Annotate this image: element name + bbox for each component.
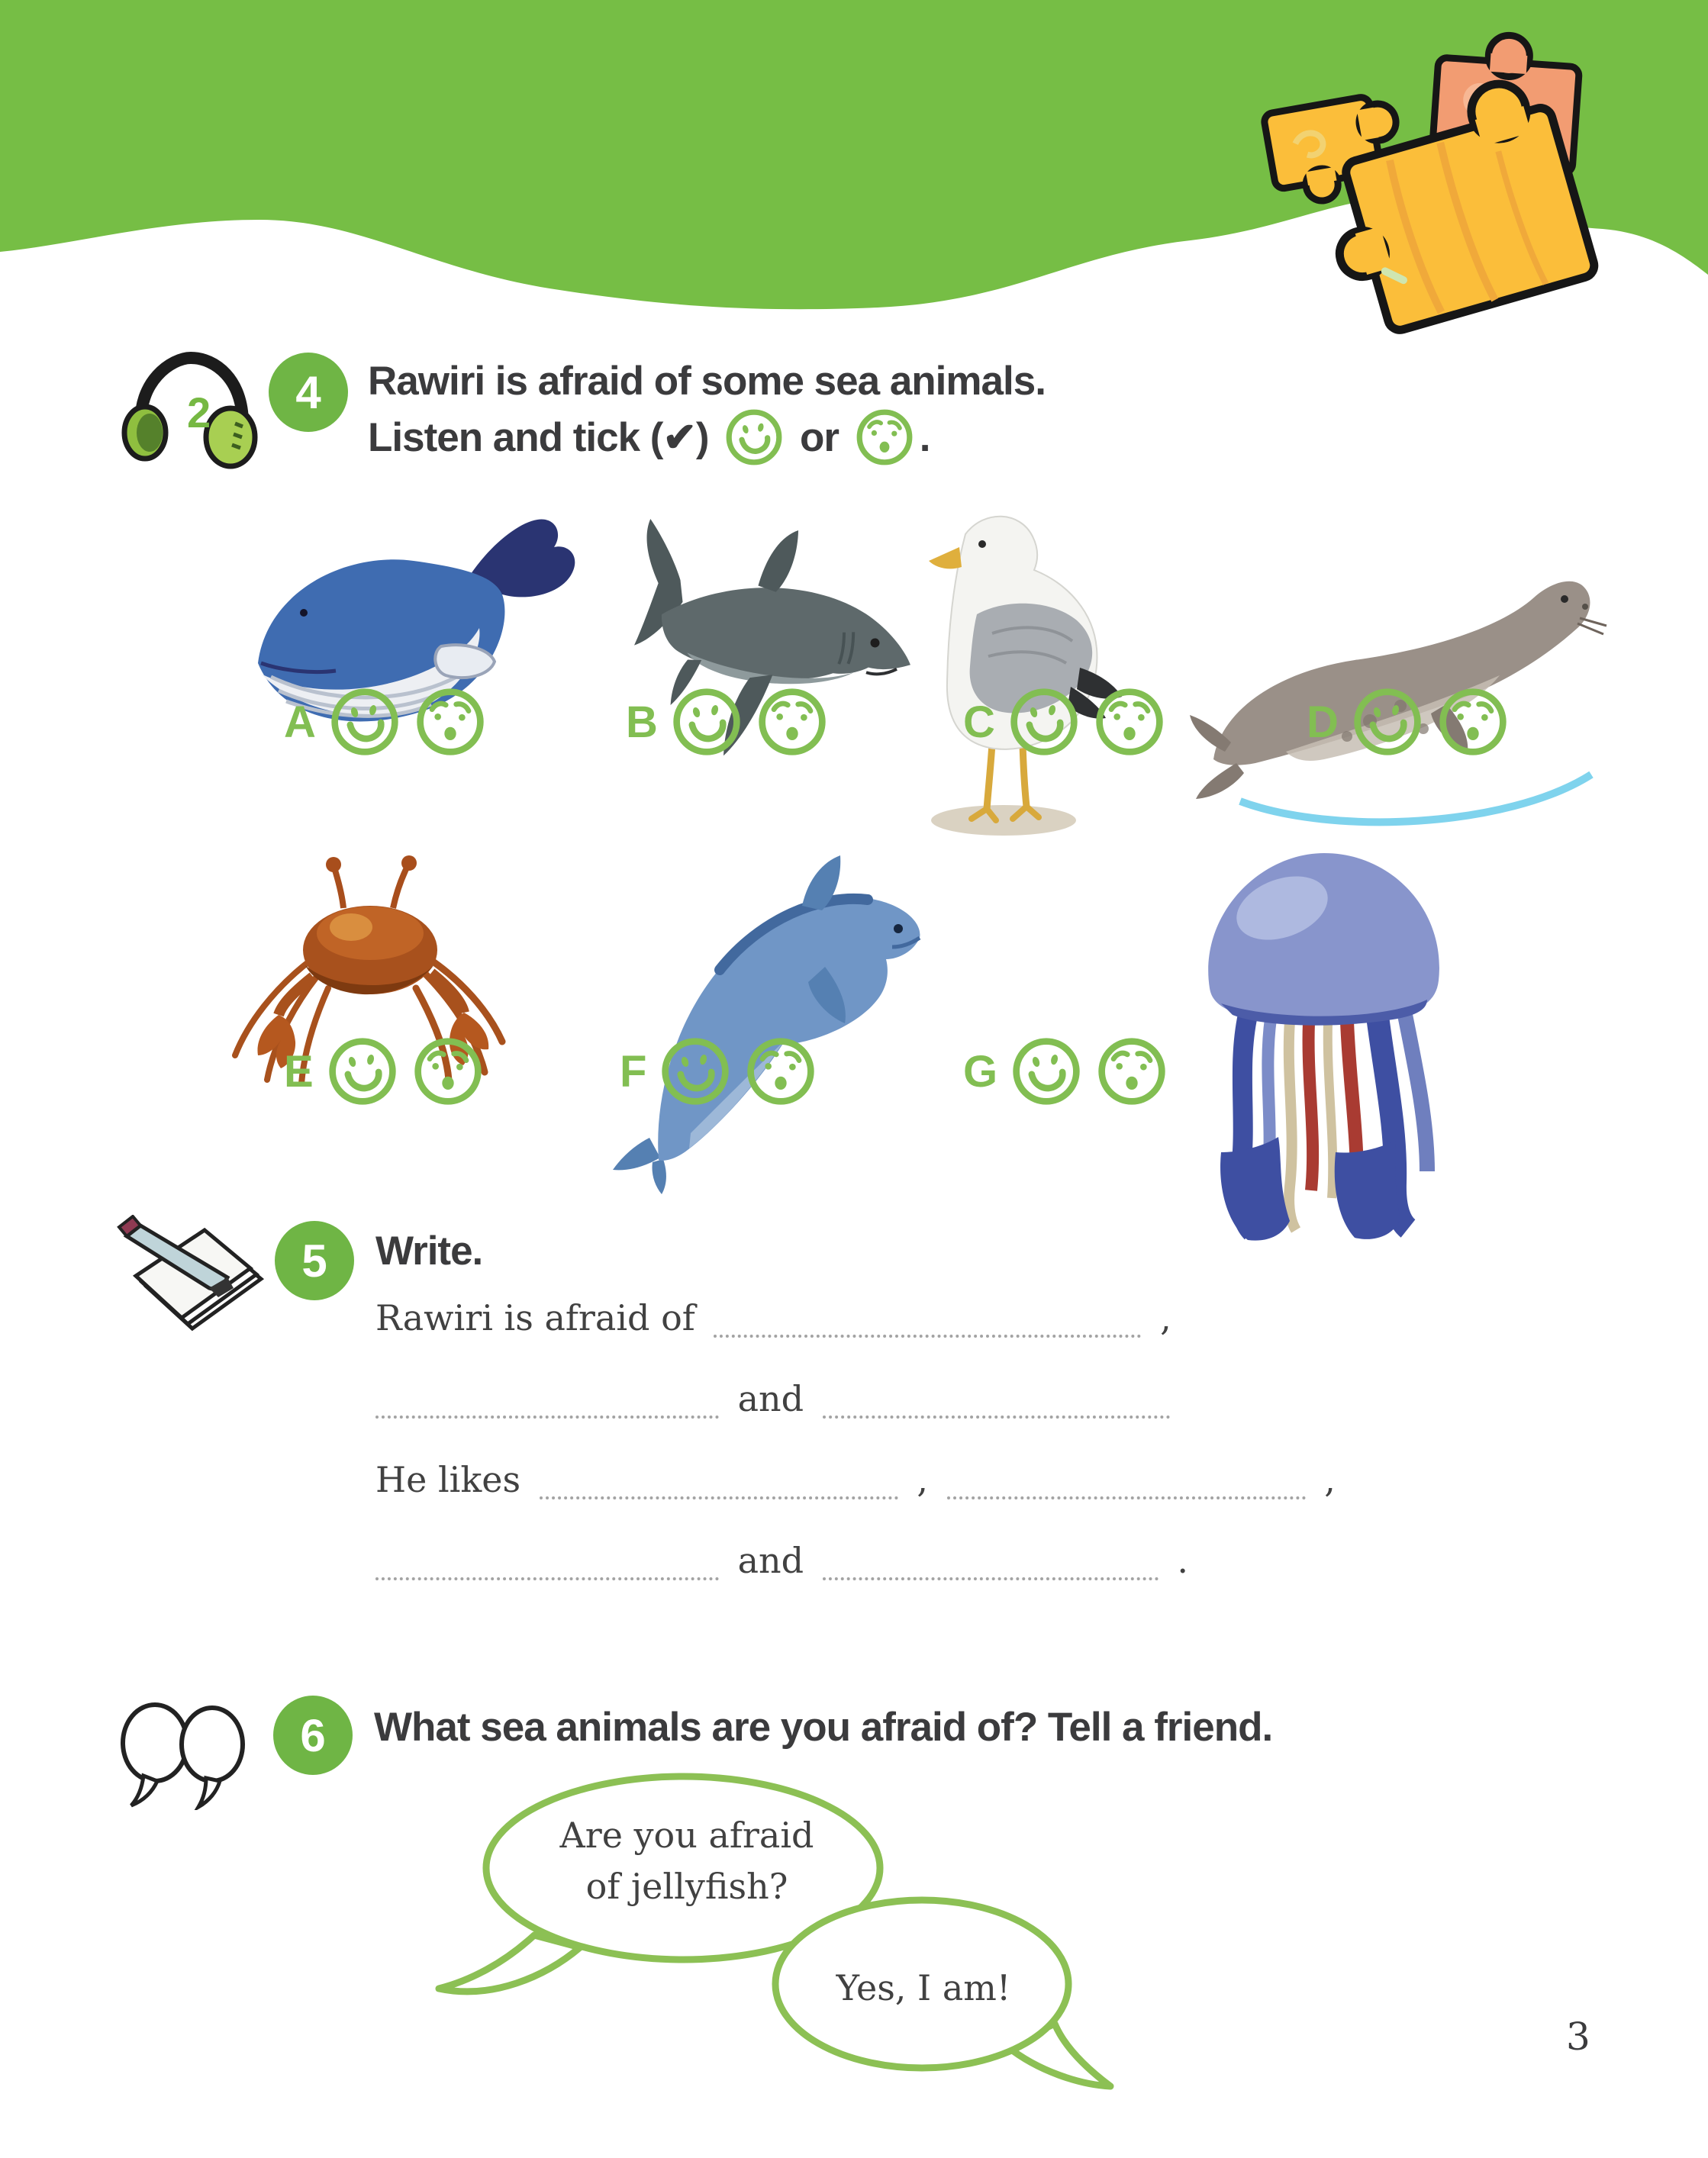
answer-line[interactable]	[714, 1300, 1141, 1338]
answer-line[interactable]	[540, 1461, 898, 1499]
happy-face-option[interactable]	[1010, 1035, 1083, 1108]
answer-line[interactable]	[375, 1542, 719, 1580]
scared-face-option[interactable]	[1095, 1035, 1168, 1108]
seagull-image	[889, 492, 1133, 851]
answer-line[interactable]	[375, 1380, 719, 1419]
item-letter: B	[626, 697, 658, 747]
item-letter: F	[620, 1046, 647, 1097]
happy-face-option[interactable]	[670, 685, 743, 759]
write-line-2: and	[375, 1378, 1178, 1419]
happy-face-option[interactable]	[326, 1035, 399, 1108]
happy-face-option[interactable]	[1351, 685, 1424, 759]
scared-face-option[interactable]	[744, 1035, 817, 1108]
answer-line[interactable]	[947, 1461, 1306, 1499]
item-letter: G	[963, 1046, 998, 1097]
audio-track-number: 2	[187, 388, 211, 436]
activity4-badge: 4	[269, 353, 348, 432]
activity5-title: Write.	[375, 1229, 483, 1274]
option-group-c	[963, 685, 1166, 759]
scared-face-option[interactable]	[1093, 685, 1166, 759]
speech-bubble-1-text: Are you afraid of jellyfish?	[559, 1815, 814, 1907]
speech-bubble-2-text: Yes, I am!	[836, 1967, 1011, 2008]
activity6-badge: 6	[273, 1696, 353, 1775]
option-group-g	[963, 1035, 1168, 1108]
option-group-e	[284, 1035, 485, 1108]
option-group-b	[626, 685, 829, 759]
activity5-badge: 5	[275, 1221, 354, 1300]
answer-line[interactable]	[823, 1542, 1159, 1580]
seal-image	[1179, 500, 1637, 851]
happy-face-option[interactable]	[1007, 685, 1081, 759]
puzzle-pieces-illustration	[1221, 15, 1679, 359]
item-letter: E	[284, 1046, 314, 1097]
write-line-4: and .	[375, 1540, 1188, 1581]
write-line-3: He likes , ,	[375, 1459, 1336, 1500]
scared-face-option[interactable]	[414, 685, 487, 759]
item-letter: C	[963, 697, 995, 747]
option-group-f	[620, 1035, 817, 1108]
dolphin-image	[569, 843, 958, 1202]
write-line-1: Rawiri is afraid of ,	[375, 1297, 1171, 1338]
speech-bubbles-icon	[113, 1696, 262, 1810]
headphones-icon	[114, 347, 267, 477]
scared-face-option[interactable]	[411, 1035, 485, 1108]
happy-face-option[interactable]	[328, 685, 401, 759]
happy-face-icon	[723, 407, 785, 468]
answer-line[interactable]	[823, 1380, 1170, 1419]
scared-face-option[interactable]	[756, 685, 829, 759]
jellyfish-image	[1175, 824, 1473, 1244]
happy-face-option[interactable]	[659, 1035, 732, 1108]
activity4-title: Rawiri is afraid of some sea animals. Listen and tick (✔) or .	[368, 357, 1207, 468]
scared-face-icon	[854, 407, 915, 468]
option-group-d	[1307, 685, 1510, 759]
scared-face-option[interactable]	[1436, 685, 1510, 759]
item-letter: D	[1307, 697, 1339, 747]
activity6-title: What sea animals are you afraid of? Tell a friend.	[374, 1705, 1273, 1750]
option-group-a	[284, 685, 487, 759]
notebook-pencil-icon	[113, 1215, 266, 1375]
page-number: 3	[1566, 2015, 1590, 2059]
item-letter: A	[284, 697, 316, 747]
shark-image	[603, 507, 931, 813]
